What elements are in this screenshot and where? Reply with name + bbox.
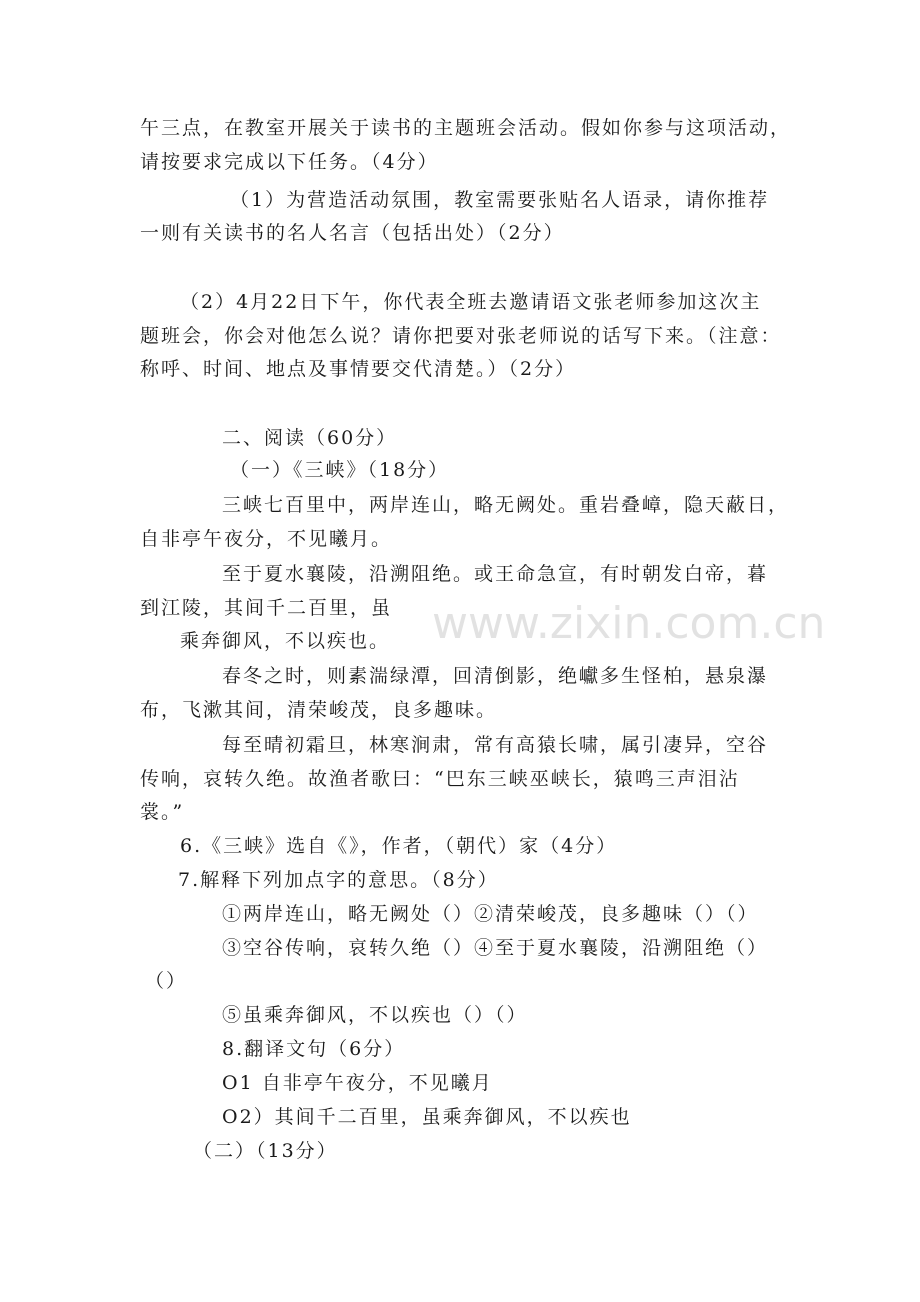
passage-line: 布，飞漱其间，清荣峻茂，良多趣味。 xyxy=(140,699,498,721)
task-1: （1）为营造活动氛围，教室需要张贴名人语录，请你推荐 xyxy=(230,189,770,211)
passage-line: 三峡七百里中，两岸连山，略无阙处。重岩叠嶂，隐天蔽日， xyxy=(222,494,790,516)
text-line: 一则有关读书的名人名言（包括出处）（2分） xyxy=(140,222,565,244)
task-2: （2）4月22日下午，你代表全班去邀请语文张老师参加这次主 xyxy=(180,291,762,313)
subsection-heading: （一）《三峡》（18分） xyxy=(230,459,450,481)
question-8-item: O1 自非亭午夜分，不见曦月 xyxy=(222,1072,493,1094)
watermark: www.zixin.com.cn xyxy=(432,598,826,649)
passage-line: 乘奔御风，不以疾也。 xyxy=(180,630,391,652)
section-heading: 二、阅读（60分） xyxy=(222,427,398,449)
question-6: 6.《三峡》选自《》，作者，（朝代）家（4分） xyxy=(180,835,618,857)
question-7-items: ③空谷传响，哀转久绝（）④至于夏水襄陵，沿溯阻绝（） xyxy=(222,937,769,959)
passage-line: 到江陵，其间千二百里，虽 xyxy=(140,597,393,619)
passage-line: 自非亭午夜分，不见曦月。 xyxy=(140,528,393,550)
question-7-items: ①两岸连山，略无阙处（）②清荣峻茂，良多趣味（）（） xyxy=(222,903,759,925)
question-7-items: ⑤虽乘奔御风，不以疾也（）（） xyxy=(222,1004,528,1026)
question-7-items: （） xyxy=(145,970,188,992)
passage-line: 裳。” xyxy=(140,801,185,823)
text-line: 题班会，你会对他怎么说？请你把要对张老师说的话写下来。（注意： xyxy=(140,325,782,347)
passage-line: 传响，哀转久绝。故渔者歌曰：“巴东三峡巫峡长，猿鸣三声泪沾 xyxy=(140,768,740,790)
subsection-heading: （二）（13分） xyxy=(193,1140,338,1162)
passage-line: 至于夏水襄陵，沿溯阻绝。或王命急宣，有时朝发白帝，暮 xyxy=(222,563,769,585)
text-line: 称呼、时间、地点及事情要交代清楚。）（2分） xyxy=(140,358,577,380)
text-line: 午三点，在教室开展关于读书的主题班会活动。假如你参与这项活动， xyxy=(140,117,792,139)
passage-line: 春冬之时，则素湍绿潭，回清倒影，绝巘多生怪柏，悬泉瀑 xyxy=(222,665,769,687)
question-7: 7.解释下列加点字的意思。（8分） xyxy=(178,869,499,891)
text-line: 请按要求完成以下任务。（4分） xyxy=(140,151,439,173)
question-8: 8.翻译文句（6分） xyxy=(222,1038,406,1060)
question-8-item: O2）其间千二百里，虽乘奔御风，不以疾也 xyxy=(222,1106,632,1128)
passage-line: 每至晴初霜旦，林寒涧肃，常有高猿长啸，属引凄异，空谷 xyxy=(222,734,769,756)
